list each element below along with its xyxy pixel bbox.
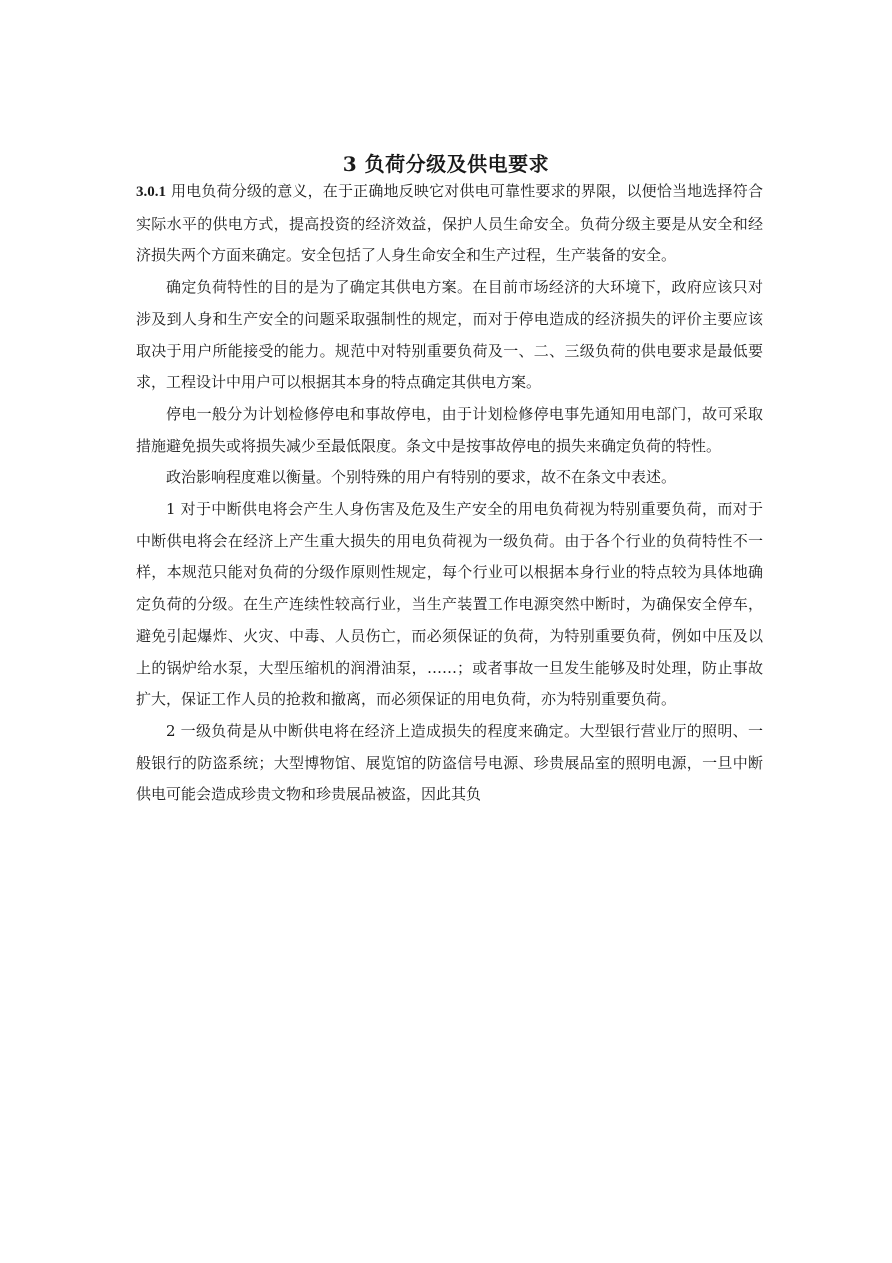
paragraph-political-impact: 政治影响程度难以衡量。个别特殊的用户有特别的要求，故不在条文中表述。 bbox=[166, 468, 677, 487]
clause-text: 用电负荷分级的意义，在于正确地反映它对供电可靠性要求的界限，以便恰当地选择符合实际水平的供电方式，提高投资的经济效益，保护人员生命安全。负荷分级主要是从安全和经济损失两个方面来确定。安全包括了人身生命安全和生产过程，生产装备的安全。 bbox=[136, 182, 763, 265]
section-title: 3 负荷分级及供电要求 bbox=[342, 152, 550, 177]
paragraph-item-2: 2 一级负荷是从中断供电将在经济上造成损失的程度来确定。大型银行营业厅的照明、一般银行的防盗系统；大型博物馆、展览馆的防盗信号电源、珍贵展品室的照明电源，一旦中断供电可能会造成珍贵文物和珍贵展品被盗，因此其负 bbox=[136, 721, 763, 804]
paragraph-load-characteristics: 确定负荷特性的目的是为了确定其供电方案。在目前市场经济的大环境下，政府应该只对涉及到人身和生产安全的问题采取强制性的规定，而对于停电造成的经济损失的评价主要应该取决于用户所能接受的能力。规范中对特别重要负荷及一、二、三级负荷的供电要求是最低要求，工程设计中用户可以根据其本身的特点确定其供电方案。 bbox=[136, 278, 763, 392]
clause-paragraph bbox=[136, 176, 763, 272]
clause-number: 3.0.1 bbox=[136, 184, 166, 200]
document-body bbox=[136, 176, 763, 811]
paragraph-outage-types: 停电一般分为计划检修停电和事故停电，由于计划检修停电事先通知用电部门，故可采取措施避免损失或将损失减少至最低限度。条文中是按事故停电的损失来确定负荷的特性。 bbox=[136, 404, 763, 455]
paragraph-item-1: 1 对于中断供电将会产生人身伤害及危及生产安全的用电负荷视为特别重要负荷，而对于中断供电将会在经济上产生重大损失的用电负荷视为一级负荷。由于各个行业的负荷特性不一样，本规范只能对负荷的分级作原则性规定，每个行业可以根据本身行业的特点较为具体地确定负荷的分级。在生产连续性较高行业，当生产装置工作电源突然中断时，为确保安全停车，避免引起爆炸、火灾、中毒、人员伤亡，而必须保证的负荷，为特别重要负荷，例如中压及以上的锅炉给水泵，大型压缩机的润滑油泵，……；或者事故一旦发生能够及时处理，防止事故扩大，保证工作人员的抢救和撤离，而必须保证的用电负荷，亦为特别重要负荷。 bbox=[136, 500, 763, 709]
